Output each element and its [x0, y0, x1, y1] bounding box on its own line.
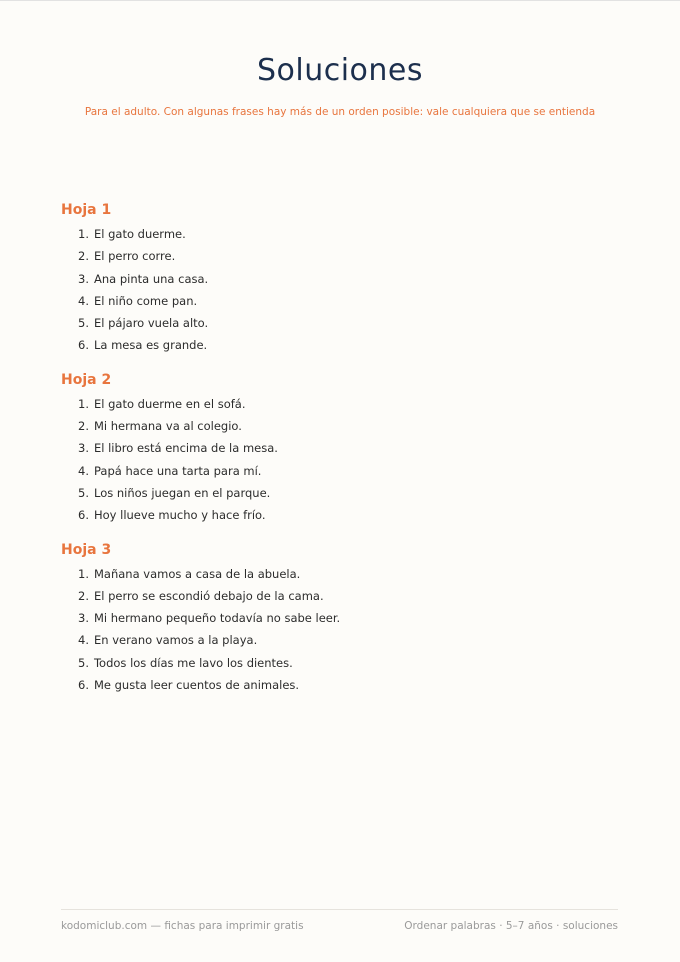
list-item: [78, 482, 621, 504]
list-item: [78, 629, 621, 651]
item-text: El niño come pan.: [93, 293, 198, 308]
footer-divider: [61, 909, 618, 910]
item-number: 4.: [78, 463, 89, 478]
item-number: 1.: [78, 227, 89, 241]
item-number: 6.: [78, 678, 89, 693]
list-item: [78, 460, 621, 482]
item-number: 1.: [78, 566, 89, 581]
solutions-content: [61, 201, 621, 710]
list-item: [78, 563, 621, 585]
section-title: Hoja 2: [61, 371, 112, 388]
page-subtitle: Para el adulto. Con algunas frases hay más de un orden posible: vale cualquiera que se entienda: [84, 106, 596, 118]
solution-list: [61, 563, 621, 697]
section-title: Hoja 1: [61, 202, 112, 218]
item-number: 6.: [78, 338, 89, 353]
item-text: Hoy llueve mucho y hace frío.: [93, 508, 266, 523]
list-item: [78, 415, 621, 437]
item-text: El perro se escondió debajo de la cama.: [93, 588, 324, 603]
list-item: [78, 504, 621, 526]
list-item: [78, 674, 621, 696]
item-text: Mi hermana va al colegio.: [93, 419, 242, 434]
list-item: [78, 290, 621, 312]
item-text: El pájaro vuela alto.: [93, 316, 209, 331]
section-hoja-1: [61, 201, 621, 357]
item-number: 2.: [78, 249, 89, 264]
item-text: Me gusta leer cuentos de animales.: [93, 678, 300, 693]
list-item: [78, 607, 621, 629]
item-number: 5.: [78, 316, 89, 331]
list-item: [78, 334, 621, 356]
item-number: 3.: [78, 611, 89, 626]
item-number: 4.: [78, 293, 89, 308]
item-number: 3.: [78, 271, 89, 286]
item-text: Todos los días me lavo los dientes.: [93, 655, 293, 670]
section-hoja-2: [61, 371, 621, 527]
item-number: 5.: [78, 655, 89, 670]
list-item: [78, 393, 621, 415]
solution-list: [61, 393, 621, 527]
item-number: 5.: [78, 485, 89, 500]
item-number: 3.: [78, 441, 89, 456]
item-number: 2.: [78, 588, 89, 603]
item-text: Mañana vamos a casa de la abuela.: [93, 566, 301, 581]
item-text: Papá hace una tarta para mí.: [93, 463, 262, 478]
section-title: Hoja 3: [61, 541, 112, 558]
list-item: [78, 312, 621, 334]
item-number: 4.: [78, 633, 89, 648]
item-text: La mesa es grande.: [93, 338, 208, 353]
list-item: [78, 245, 621, 267]
item-text: Mi hermano pequeño todavía no sabe leer.: [93, 611, 341, 626]
item-text: El gato duerme.: [93, 227, 186, 241]
list-item: [78, 652, 621, 674]
item-text: El perro corre.: [93, 249, 176, 264]
section-hoja-3: [61, 541, 621, 697]
item-text: Los niños juegan en el parque.: [93, 485, 271, 500]
list-item: [78, 223, 621, 245]
item-number: 6.: [78, 508, 89, 523]
list-item: [78, 585, 621, 607]
item-text: En verano vamos a la playa.: [93, 633, 258, 648]
list-item: [78, 437, 621, 459]
item-number: 1.: [78, 396, 89, 411]
item-text: Ana pinta una casa.: [93, 271, 209, 286]
footer-site-text: kodomiclub.com — fichas para imprimir gratis: [61, 920, 304, 932]
item-text: El libro está encima de la mesa.: [93, 441, 278, 456]
item-number: 2.: [78, 419, 89, 434]
solution-list: [61, 223, 621, 357]
item-text: El gato duerme en el sofá.: [93, 396, 246, 411]
footer-info-text: Ordenar palabras · 5–7 años · soluciones: [404, 920, 618, 932]
list-item: [78, 268, 621, 290]
page-title: Soluciones: [256, 53, 424, 88]
